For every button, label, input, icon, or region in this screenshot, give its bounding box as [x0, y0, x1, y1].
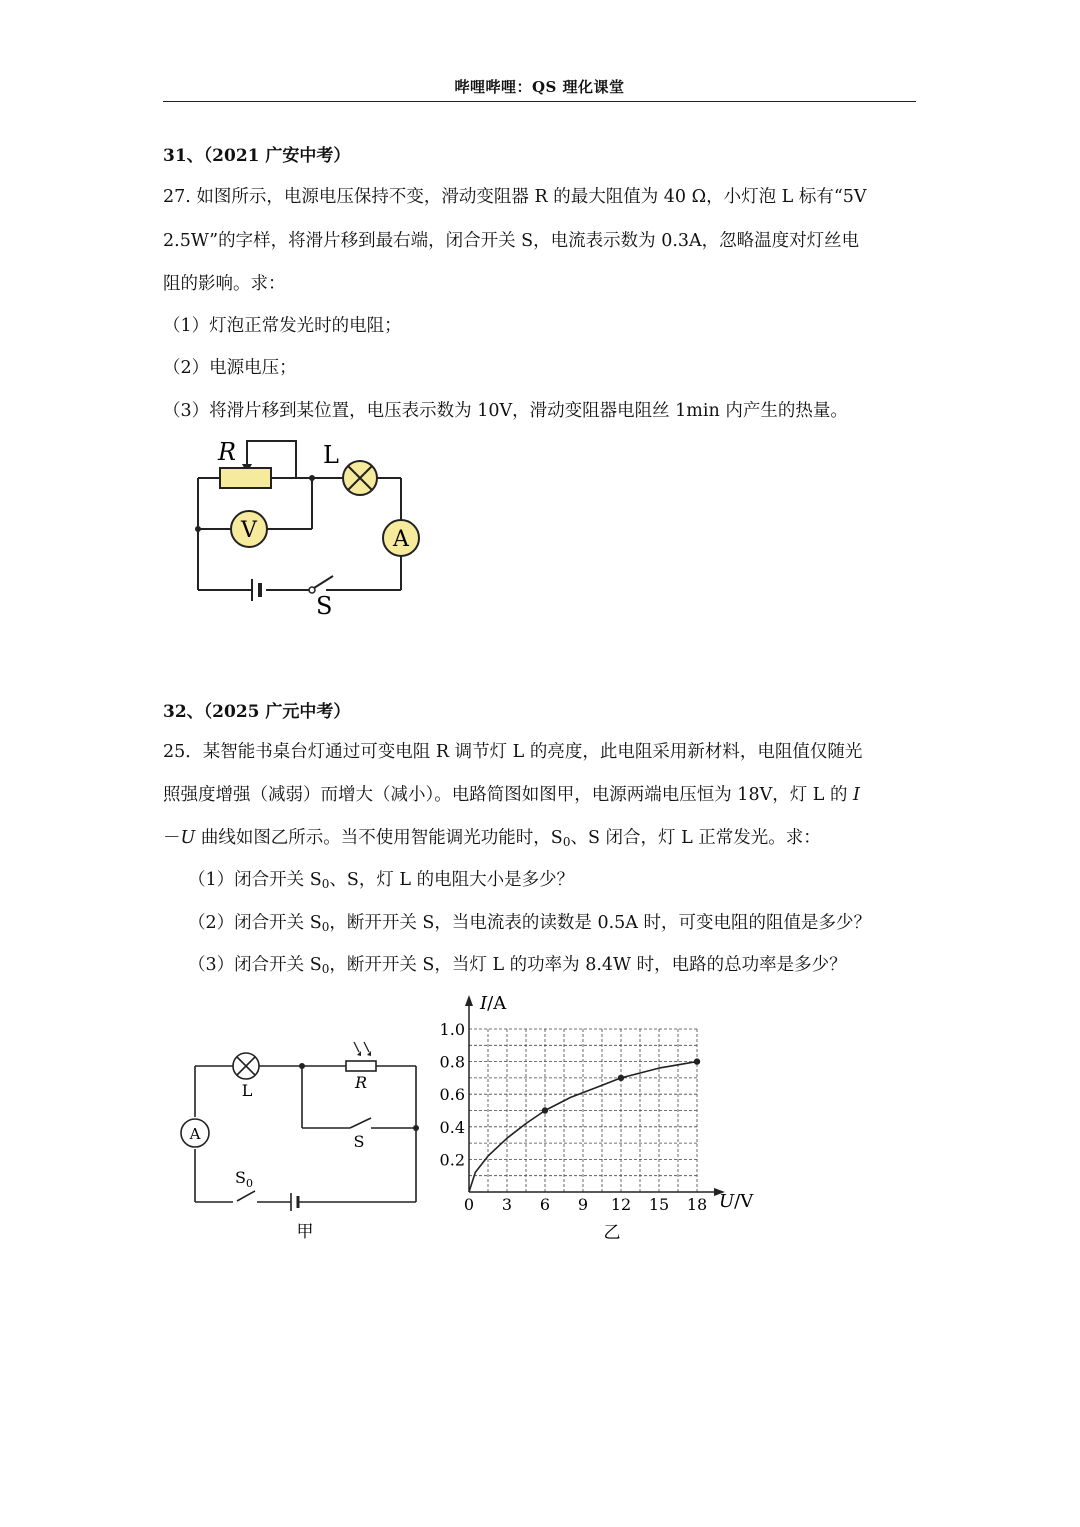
x-tick-label: 9: [577, 1195, 589, 1214]
switch-symbol: [314, 576, 333, 588]
q32-stem-line-2: 照强度增强（减弱）而增大（减小）。电路简图如图甲，电源两端电压恒为 18V，灯 L 的 I: [163, 785, 860, 805]
x-tick-label: 6: [539, 1195, 551, 1214]
ammeter-label: A: [189, 1125, 201, 1143]
switch-s0-label: $S_0$: [235, 1168, 253, 1190]
y-axis-label: I/A: [480, 993, 507, 1014]
lamp-label: L: [241, 1081, 253, 1100]
rheostat-label: R: [218, 438, 237, 466]
rheostat-symbol: [220, 468, 271, 488]
q32-stem-line-3: －U 曲线如图乙所示。当不使用智能调光功能时，$S_0$、S 闭合，灯 L 正常发光。求：: [163, 828, 821, 849]
curve-point: [618, 1075, 624, 1081]
graph-caption: 乙: [603, 1223, 621, 1243]
y-tick-label: 0.2: [439, 1150, 465, 1170]
x-tick-label: 18: [686, 1195, 708, 1214]
x-axis-label: U/V: [719, 1191, 754, 1212]
q31-stem-line-3: 阻的影响。求：: [163, 274, 286, 294]
variable-resistor-symbol: [346, 1061, 376, 1071]
x-tick-label: 12: [610, 1195, 632, 1214]
curve-point: [542, 1107, 548, 1113]
q31-part-3: （3）将滑片移到某位置，电压表示数为 10V，滑动变阻器电阻丝 1min 内产生的热量。: [163, 401, 848, 421]
y-axis-arrow: [465, 995, 473, 1006]
q31-title: 31、（2021 广安中考）: [163, 146, 351, 166]
switch-s-label: S: [353, 1132, 365, 1151]
switch-label: S: [316, 592, 333, 620]
header-divider: [163, 101, 916, 102]
y-tick-label: 0.8: [439, 1052, 465, 1072]
y-tick-label: 0.4: [439, 1117, 465, 1137]
q32-circuit-diagram: [175, 1035, 430, 1250]
q32-part-2: （2）闭合开关 $S_0$，断开开关 S，当电流表的读数是 0.5A 时，可变电阻的阻值是多少？: [188, 913, 871, 934]
q31-circuit-diagram: [190, 430, 430, 620]
ammeter-label: A: [393, 527, 409, 552]
chart-ticks: [440, 1020, 708, 1214]
voltmeter-label: V: [241, 518, 257, 543]
chart-series: [469, 1058, 700, 1192]
chart-axes: [465, 995, 725, 1196]
iu-curve-chart: [430, 990, 770, 1250]
q31-stem-line-1: 27. 如图所示，电源电压保持不变，滑动变阻器 R 的最大阻值为 40 Ω，小灯泡 L 标有“5V: [163, 187, 867, 207]
x-tick-label: 15: [648, 1195, 670, 1214]
chart-grid: [469, 1029, 697, 1192]
curve-point: [694, 1058, 700, 1064]
q31-part-1: （1）灯泡正常发光时的电阻；: [163, 316, 402, 336]
x-tick-label: 3: [501, 1195, 513, 1214]
x-tick-label: 0: [463, 1195, 475, 1214]
q31-part-2: （2）电源电压；: [163, 358, 297, 378]
q32-part-1: （1）闭合开关 $S_0$、S，灯 L 的电阻大小是多少？: [188, 870, 575, 891]
page-header: 哔哩哔哩：QS 理化课堂: [454, 78, 625, 96]
circuit-caption: 甲: [296, 1222, 314, 1242]
q32-title: 32、（2025 广元中考）: [163, 702, 351, 722]
q31-stem-line-2: 2.5W”的字样，将滑片移到最右端，闭合开关 S，电流表示数为 0.3A，忽略温度对灯丝电: [163, 231, 860, 251]
y-tick-label: 0.6: [439, 1085, 465, 1105]
q32-part-3: （3）闭合开关 $S_0$，断开开关 S，当灯 L 的功率为 8.4W 时，电路的总功率是多少？: [188, 955, 847, 976]
q32-stem-line-1: 25．某智能书桌台灯通过可变电阻 R 调节灯 L 的亮度，此电阻采用新材料，电阻值仅随光: [163, 742, 863, 762]
lamp-label: L: [323, 441, 339, 469]
y-tick-label: 1.0: [439, 1020, 465, 1039]
resistor-label: R: [354, 1073, 368, 1092]
